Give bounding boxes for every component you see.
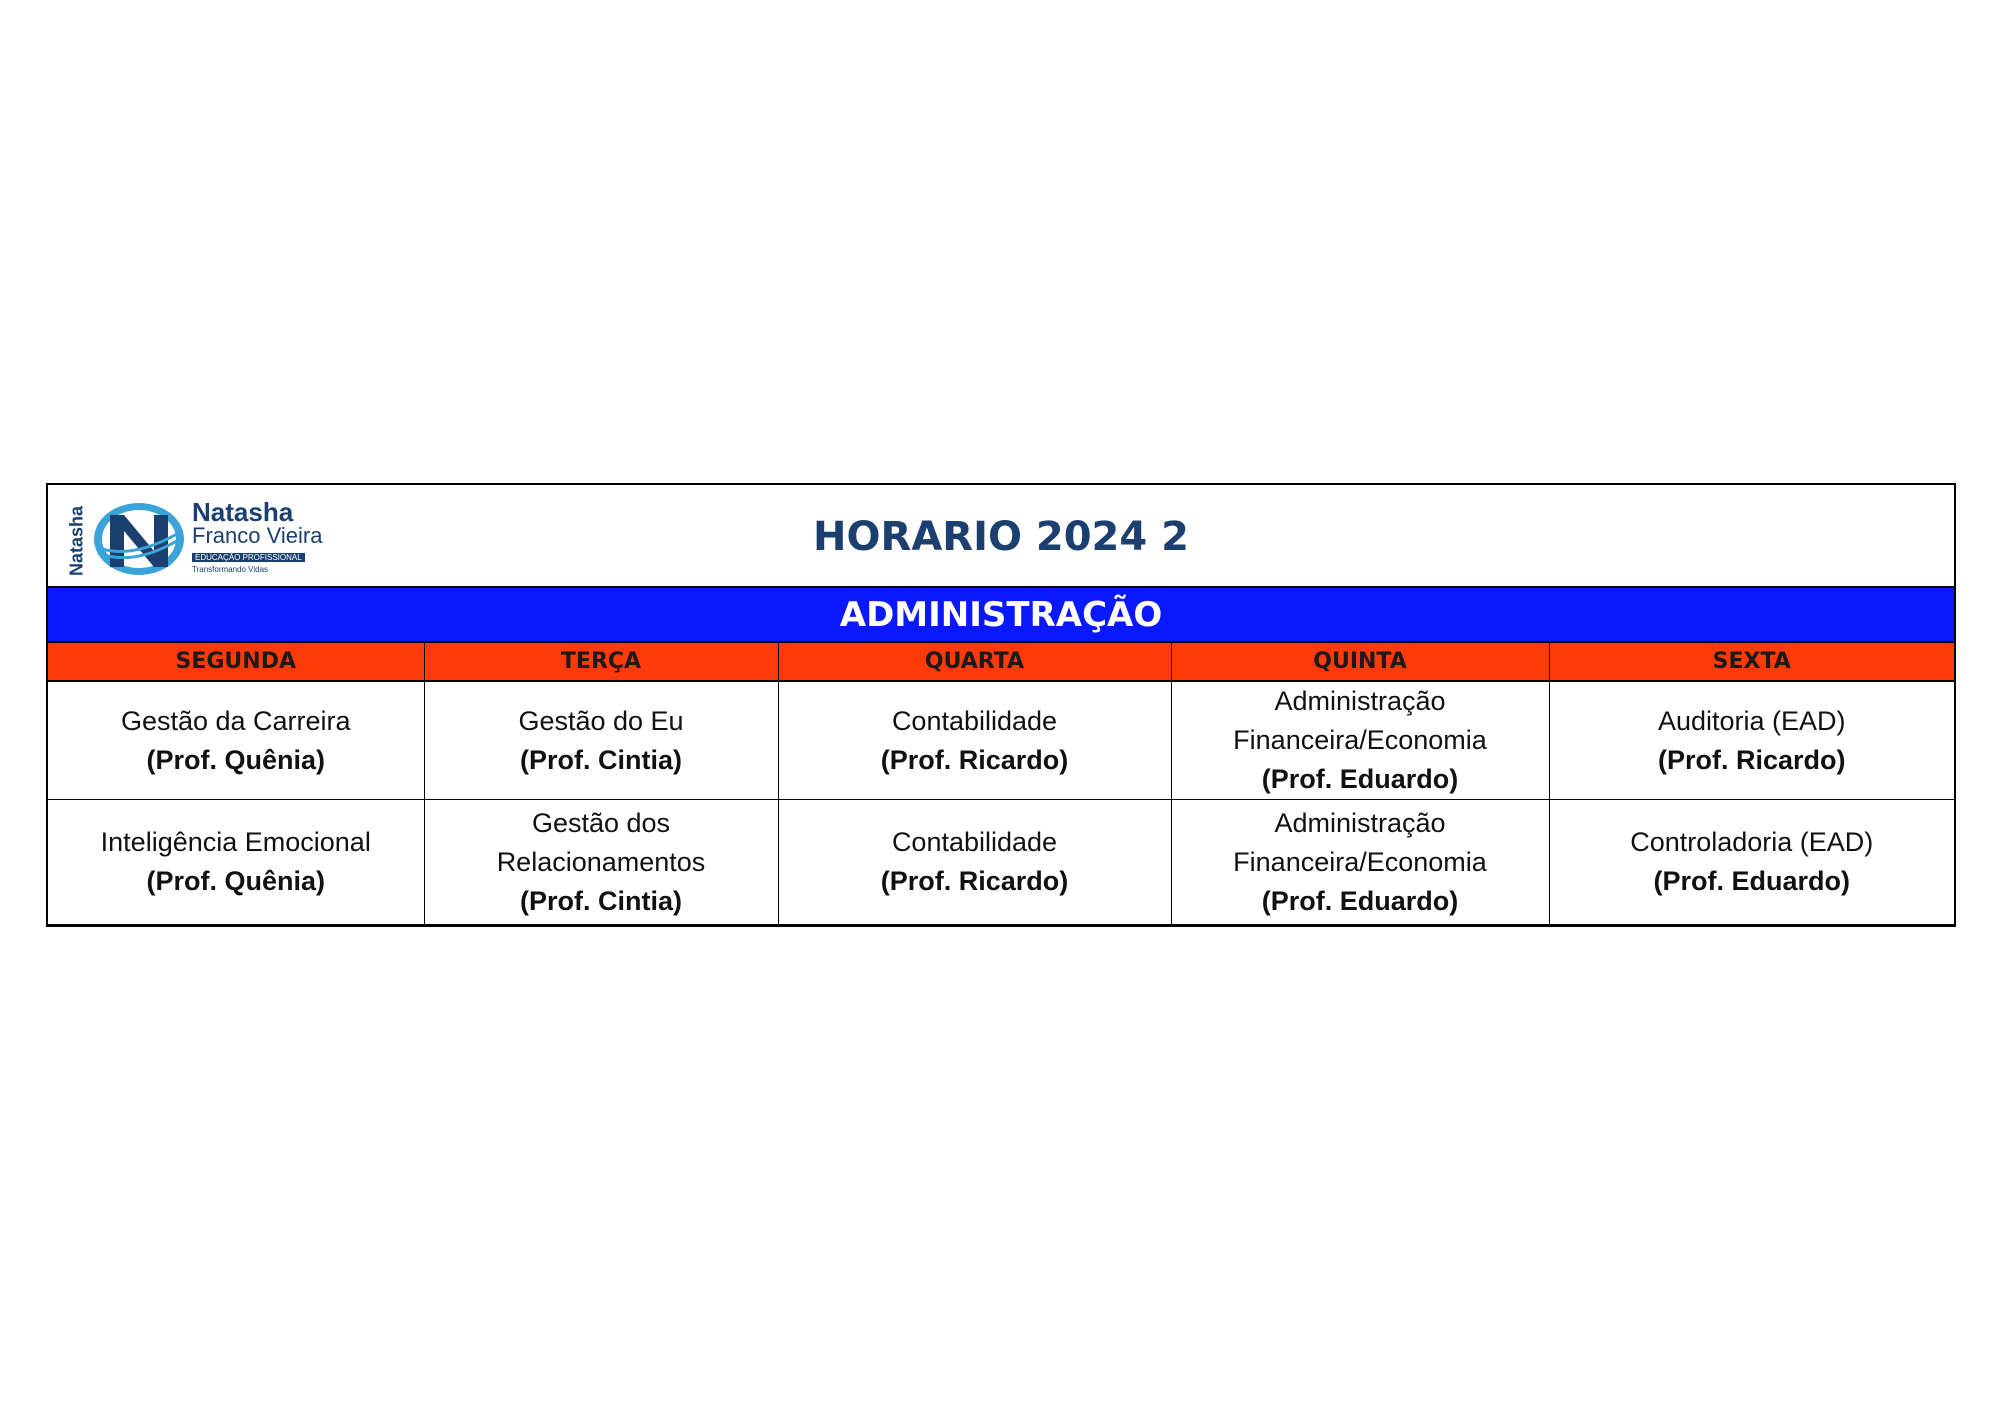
class-cell (778, 800, 1171, 925)
subject-name: Gestão dos Relacionamentos (496, 807, 706, 877)
teacher-name: (Prof. Eduardo) (1653, 866, 1850, 896)
class-cell (424, 800, 778, 925)
subject-name: Auditoria (EAD) (1657, 705, 1846, 736)
logo-tagline: Transformando Vidas (192, 565, 269, 574)
teacher-name: (Prof. Quênia) (146, 744, 325, 775)
teacher-name: (Prof. Ricardo) (880, 744, 1069, 775)
schedule-table (46, 483, 1956, 927)
teacher-name: (Prof. Ricardo) (1657, 744, 1846, 775)
subject-name: Contabilidade (891, 705, 1058, 736)
subject-name: Contabilidade (891, 827, 1058, 857)
subject-name: Gestão do Eu (518, 705, 684, 736)
schedule-header (48, 485, 1954, 588)
subject-name: Controladoria (EAD) (1630, 827, 1874, 857)
page-title: HORARIO 2024 2 (813, 514, 1189, 560)
teacher-name: (Prof. Eduardo) (1261, 764, 1459, 794)
day-header: QUINTA (1171, 643, 1549, 681)
class-cell (48, 681, 424, 800)
class-cell (1171, 681, 1549, 800)
day-header-row (48, 643, 1954, 681)
class-cell (1171, 800, 1549, 925)
teacher-name: (Prof. Quênia) (146, 866, 325, 896)
class-cell (778, 681, 1171, 800)
timetable (48, 643, 1954, 924)
logo-name: Natasha (192, 497, 294, 527)
day-header: TERÇA (424, 643, 778, 681)
class-cell (1549, 800, 1954, 925)
subject-name: Inteligência Emocional (100, 827, 371, 857)
subject-name: Administração Financeira/Economia (1233, 807, 1487, 877)
table-row (48, 681, 1954, 800)
teacher-name: (Prof. Eduardo) (1261, 885, 1459, 916)
teacher-name: (Prof. Ricardo) (880, 866, 1069, 896)
teacher-name: (Prof. Cintia) (520, 744, 682, 775)
day-header: SEGUNDA (48, 643, 424, 681)
class-cell (48, 800, 424, 925)
day-header: SEXTA (1549, 643, 1954, 681)
class-cell (424, 681, 778, 800)
teacher-name: (Prof. Cintia) (520, 885, 682, 916)
logo-subtitle: Franco Vieira (192, 523, 323, 548)
class-cell (1549, 681, 1954, 800)
subject-name: Gestão da Carreira (120, 705, 351, 736)
table-row (48, 800, 1954, 925)
subject-name: Administração Financeira/Economia (1233, 686, 1487, 755)
logo-edu-banner: EDUCAÇÃO PROFISSIONAL (192, 553, 305, 562)
course-banner: ADMINISTRAÇÃO (48, 588, 1954, 643)
logo-vertical-text: Natasha (66, 505, 87, 577)
day-header: QUARTA (778, 643, 1171, 681)
